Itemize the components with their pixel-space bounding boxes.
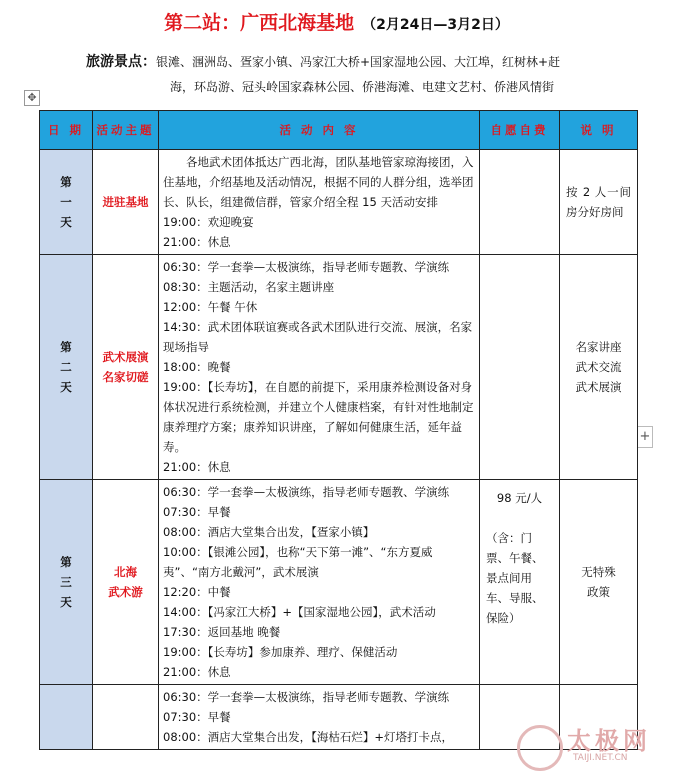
day-cell bbox=[40, 685, 93, 750]
content-line: 19:00：【长寿坊】参加康养、理疗、保健活动 bbox=[163, 645, 398, 659]
content-cell bbox=[159, 150, 480, 255]
fee-cell bbox=[480, 480, 560, 685]
table-move-handle-icon[interactable]: ✥ bbox=[24, 90, 40, 106]
content-line: 06:30：学一套拳—太极演练，指导老师专题教、学演练 bbox=[163, 260, 450, 274]
header-note: 说 明 bbox=[560, 111, 638, 150]
theme-cell: 进驻基地 bbox=[93, 150, 159, 255]
fee-cell bbox=[480, 150, 560, 255]
fee-cell bbox=[480, 255, 560, 480]
content-line: 07:30：早餐 bbox=[163, 505, 231, 519]
content-line: 10:00：【银滩公园】，也称“天下第一滩”、“东方夏威夷”、“南方北戴河”，武术展演 bbox=[163, 545, 433, 579]
content-line: 21:00：休息 bbox=[163, 665, 231, 679]
taiji-logo-icon bbox=[517, 725, 563, 771]
content-line: 19:00：【长寿坊】，在自愿的前提下，采用康养检测设备对身体状况进行系统检测，并建立个人健康档案，有针对性地制定康养理疗方案；康养知识讲座，了解如何健康生活，延年益寿。 bbox=[163, 380, 474, 454]
title-main: 第二站：广西北海基地 bbox=[164, 12, 355, 34]
content-line: 21:00：休息 bbox=[163, 235, 231, 249]
content-line: 19:00：欢迎晚宴 bbox=[163, 215, 254, 229]
title-date-range: （2月24日—3月2日） bbox=[362, 17, 509, 33]
scenic-label: 旅游景点： bbox=[86, 54, 156, 70]
table-header-row bbox=[40, 111, 638, 150]
content-line: 08:00：酒店大堂集合出发，【海枯石烂】+灯塔打卡点， bbox=[163, 730, 454, 744]
watermark-url: TAIJI.NET.CN bbox=[573, 753, 628, 763]
header-theme: 活动主题 bbox=[93, 111, 159, 150]
content-cell bbox=[159, 685, 480, 750]
table-row bbox=[40, 255, 638, 480]
note-cell: 名家讲座 武术交流 武术展演 bbox=[560, 255, 638, 480]
header-fee: 自愿自费 bbox=[480, 111, 560, 150]
fee-includes: （含：门票、午餐、景点间用车、导服、保险） bbox=[486, 531, 544, 625]
content-line: 14:00：【冯家江大桥】+【国家湿地公园】，武术活动 bbox=[163, 605, 436, 619]
scenic-line-1: 银滩、涠洲岛、疍家小镇、冯家江大桥+国家湿地公园、大江埠，红树林+赶 bbox=[156, 55, 561, 69]
header-date: 日 期 bbox=[40, 111, 93, 150]
content-line: 各地武术团体抵达广西北海，团队基地管家琼海接团，入住基地，介绍基地及活动情况，根据不同的人群分组，选举团长、队长，组建微信群，管家介绍全程 15 天活动安排 bbox=[163, 155, 474, 209]
table-row bbox=[40, 150, 638, 255]
page-title bbox=[0, 8, 673, 35]
scenic-line-2: 海，环岛游、冠头岭国家森林公园、侨港海滩、电建文艺村、侨港风情街 bbox=[170, 80, 555, 94]
content-line: 17:30：返回基地 晚餐 bbox=[163, 625, 281, 639]
content-line: 12:00：午餐 午休 bbox=[163, 300, 258, 314]
day-cell: 第 一 天 bbox=[40, 150, 93, 255]
day-cell: 第 二 天 bbox=[40, 255, 93, 480]
content-line: 08:30：主题活动，名家主题讲座 bbox=[163, 280, 335, 294]
note-cell: 无特殊 政策 bbox=[560, 480, 638, 685]
watermark bbox=[517, 721, 667, 771]
theme-cell bbox=[93, 685, 159, 750]
content-line: 21:00：休息 bbox=[163, 460, 231, 474]
theme-cell: 北海 武术游 bbox=[93, 480, 159, 685]
content-cell bbox=[159, 480, 480, 685]
content-line: 06:30：学一套拳—太极演练，指导老师专题教、学演练 bbox=[163, 690, 450, 704]
content-line: 08:00：酒店大堂集合出发，【疍家小镇】 bbox=[163, 525, 375, 539]
theme-cell: 武术展演 名家切磋 bbox=[93, 255, 159, 480]
content-line: 07:30：早餐 bbox=[163, 710, 231, 724]
fee-price: 98 元/人 bbox=[496, 491, 543, 505]
watermark-text: 太极网 bbox=[567, 726, 651, 755]
content-line: 14:30：武术团体联谊赛或各武术团队进行交流、展演，名家现场指导 bbox=[163, 320, 473, 354]
scenic-spots bbox=[86, 50, 596, 100]
table-row bbox=[40, 480, 638, 685]
content-line: 18:00：晚餐 bbox=[163, 360, 231, 374]
header-content: 活 动 内 容 bbox=[159, 111, 480, 150]
add-column-icon[interactable]: + bbox=[637, 426, 653, 448]
note-cell: 按 2 人一间房分好房间 bbox=[560, 150, 638, 255]
content-line: 12:20：中餐 bbox=[163, 585, 231, 599]
day-cell: 第 三 天 bbox=[40, 480, 93, 685]
schedule-table bbox=[39, 110, 638, 750]
content-line: 06:30：学一套拳—太极演练，指导老师专题教、学演练 bbox=[163, 485, 450, 499]
content-cell bbox=[159, 255, 480, 480]
